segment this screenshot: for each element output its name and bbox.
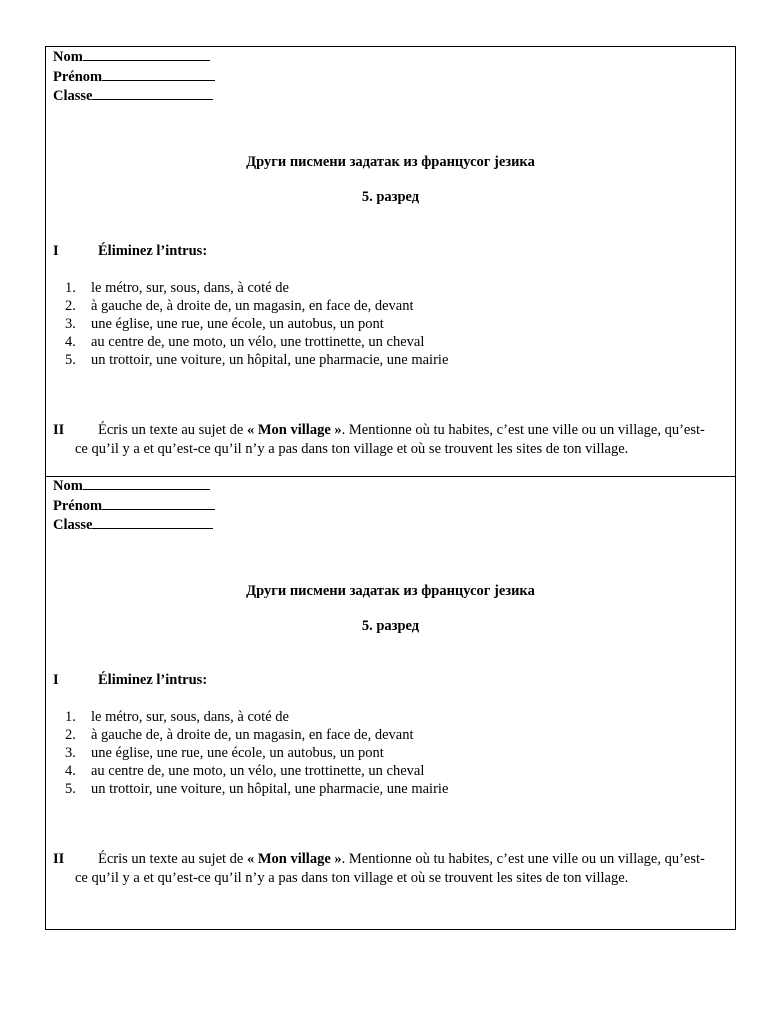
student-fields [53,47,215,106]
prenom-blank [102,496,215,510]
section-2-number: II [53,851,65,867]
section-1-number: I [53,243,59,259]
field-classe: Classe [53,86,215,106]
section-1-title: Éliminez l’intrus: [98,672,208,688]
list-item: 2. à gauche de, à droite de, un magasin, en face de, devant [65,298,414,314]
topic-title: « Mon village » [246,851,342,867]
section-2-number: II [53,422,65,438]
list-item: 5. un trottoir, une voiture, un hôpital, une pharmacie, une mairie [65,352,449,368]
section-1-heading [53,672,207,689]
section-1-heading [53,243,207,260]
section-2: II Écris un texte au sujet de « Mon village ». Mentionne où tu habites, c’est une ville ou un village, qu’est- ce qu’il y a et qu’est-ce qu’il n’y a pas dans ton village et où se trouvent les sites de ton village. [53,421,733,459]
section-2-line-2: ce qu’il y a et qu’est-ce qu’il n’y a pas dans ton village et où se trouvent les sites de ton village. [75,441,629,457]
topic-title: « Mon village » [246,422,342,438]
list-item: 5. un trottoir, une voiture, un hôpital, une pharmacie, une mairie [65,781,449,797]
exercise-list [65,279,448,369]
nom-blank [83,47,210,61]
section-2: II Écris un texte au sujet de « Mon village ». Mentionne où tu habites, c’est une ville ou un village, qu’est- ce qu’il y a et qu’est-ce qu’il n’y a pas dans ton village et où se trouvent les sites de ton village. [53,850,733,888]
prenom-blank [102,67,215,81]
classe-blank [92,86,213,100]
field-nom: Nom [53,47,215,67]
worksheet-grade: 5. разред [361,618,420,634]
list-item: 1. le métro, sur, sous, dans, à coté de [65,709,289,725]
list-item: 4. au centre de, une moto, un vélo, une trottinette, un cheval [65,763,425,779]
worksheet-copy-2 [0,429,768,886]
list-item: 2. à gauche de, à droite de, un magasin, en face de, devant [65,727,414,743]
list-item: 3. une église, une rue, une école, un autobus, un pont [65,316,384,332]
field-classe: Classe [53,515,215,535]
field-prenom: Prénom [53,496,215,516]
section-2-line-2: ce qu’il y a et qu’est-ce qu’il n’y a pas dans ton village et où se trouvent les sites de ton village. [75,870,629,886]
classe-blank [92,515,213,529]
list-item: 3. une église, une rue, une école, un autobus, un pont [65,745,384,761]
section-1-number: I [53,672,59,688]
student-fields [53,476,215,535]
list-item: 4. au centre de, une moto, un vélo, une trottinette, un cheval [65,334,425,350]
exercise-list [65,708,448,798]
worksheet-grade: 5. разред [361,189,420,205]
field-prenom: Prénom [53,67,215,87]
worksheet-title: Други писмени задатак из францусог језика [246,154,535,170]
worksheet-copy-1 [0,0,768,457]
field-nom: Nom [53,476,215,496]
nom-blank [83,476,210,490]
worksheet-title: Други писмени задатак из францусог језика [246,583,535,599]
list-item: 1. le métro, sur, sous, dans, à coté de [65,280,289,296]
section-1-title: Éliminez l’intrus: [98,243,208,259]
